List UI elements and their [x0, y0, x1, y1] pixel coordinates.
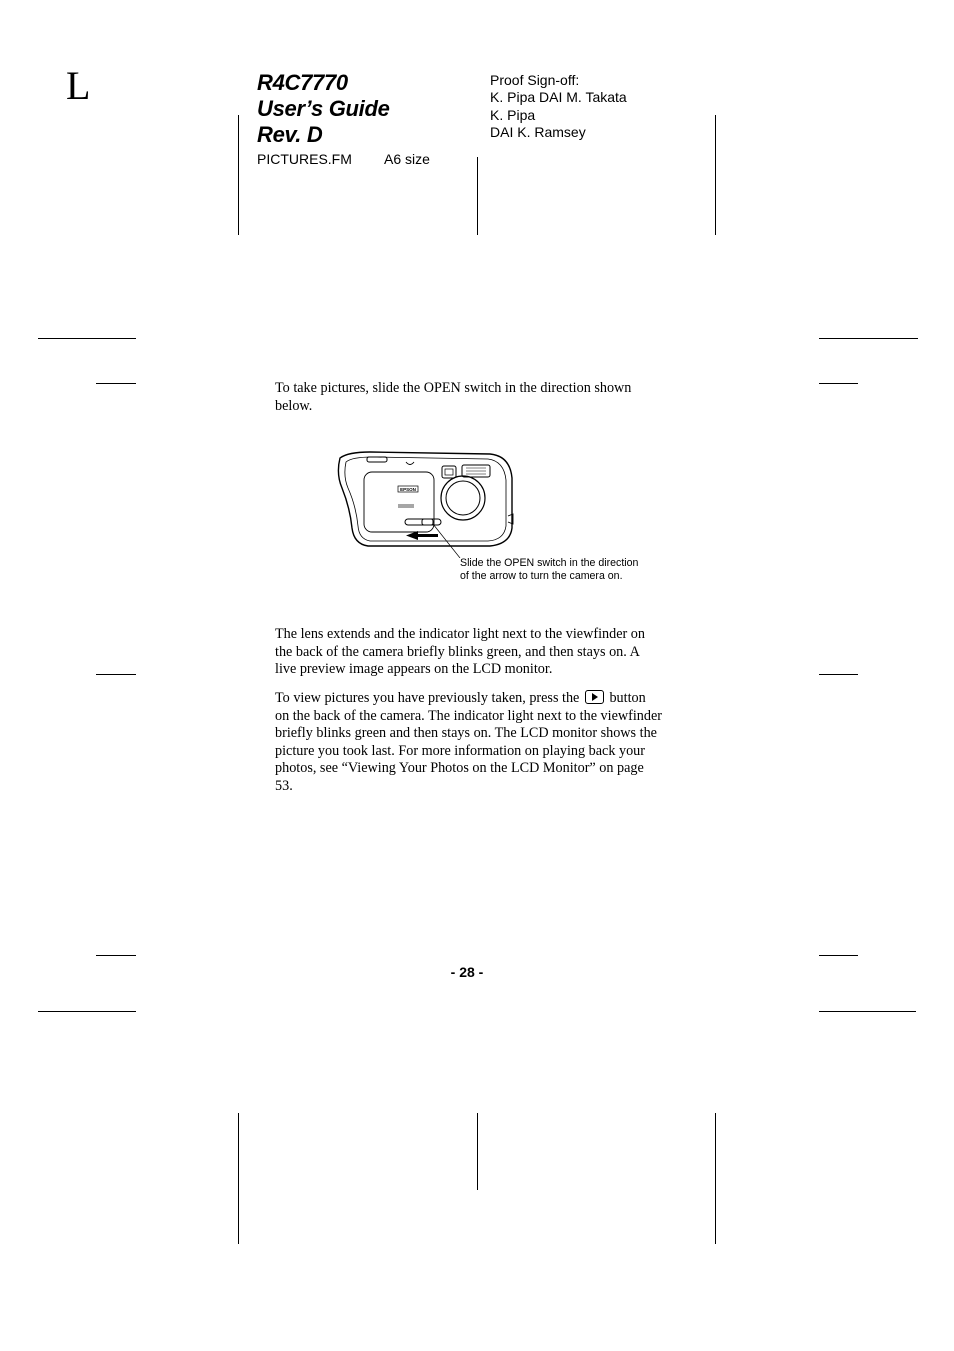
- paragraph-text: To view pictures you have previously taken, press the: [275, 690, 580, 706]
- crop-mark: [819, 674, 858, 675]
- crop-mark: [96, 383, 136, 384]
- proof-signoff: [490, 72, 627, 141]
- paragraph-text: button on the back of the camera. The indicator light next to the viewfinder briefly blinks green and then stays on. The LCD monitor shows the picture you took last. For more information on playing back your photos, see “Viewing Your Photos on the LCD Monitor” on page 53.: [275, 690, 662, 794]
- proof-line: K. Pipa: [490, 106, 536, 123]
- crop-mark: [477, 1113, 478, 1190]
- figure-caption: Slide the OPEN switch in the direction of the arrow to turn the camera on.: [460, 557, 639, 582]
- side-letter: L: [66, 63, 91, 108]
- play-button-icon: [585, 690, 604, 704]
- camera-illustration: [330, 448, 520, 558]
- intro-paragraph: To take pictures, slide the OPEN switch in the direction shown below.: [275, 380, 632, 414]
- crop-mark: [238, 1113, 239, 1244]
- title-line-guide: User’s Guide: [257, 96, 390, 121]
- paragraph-lens: The lens extends and the indicator light next to the viewfinder on the back of the camera briefly blinks green, and then stays on. A live preview image appears on the LCD monitor.: [275, 626, 645, 678]
- crop-mark: [819, 383, 858, 384]
- crop-mark: [715, 115, 716, 235]
- crop-mark: [38, 1011, 136, 1012]
- page-number: - 28 -: [450, 964, 484, 980]
- title-line-model: R4C7770: [257, 70, 348, 95]
- crop-mark: [819, 338, 918, 339]
- proof-line: K. Pipa DAI M. Takata: [490, 89, 627, 106]
- crop-mark: [477, 157, 478, 235]
- crop-mark: [819, 955, 858, 956]
- document-title: [257, 70, 390, 148]
- crop-mark: [819, 1011, 916, 1012]
- crop-mark: [96, 955, 136, 956]
- page-size: A6 size: [384, 151, 430, 167]
- crop-mark: [96, 674, 136, 675]
- crop-mark: [715, 1113, 716, 1244]
- proof-line: DAI K. Ramsey: [490, 123, 586, 140]
- paragraph-playback: [275, 690, 663, 796]
- crop-mark: [38, 338, 136, 339]
- file-name: PICTURES.FM: [257, 151, 352, 167]
- crop-mark: [238, 115, 239, 235]
- brand-text: EPSON: [400, 487, 416, 492]
- title-line-revision: Rev. D: [257, 122, 323, 147]
- proof-line: Proof Sign-off:: [490, 72, 580, 88]
